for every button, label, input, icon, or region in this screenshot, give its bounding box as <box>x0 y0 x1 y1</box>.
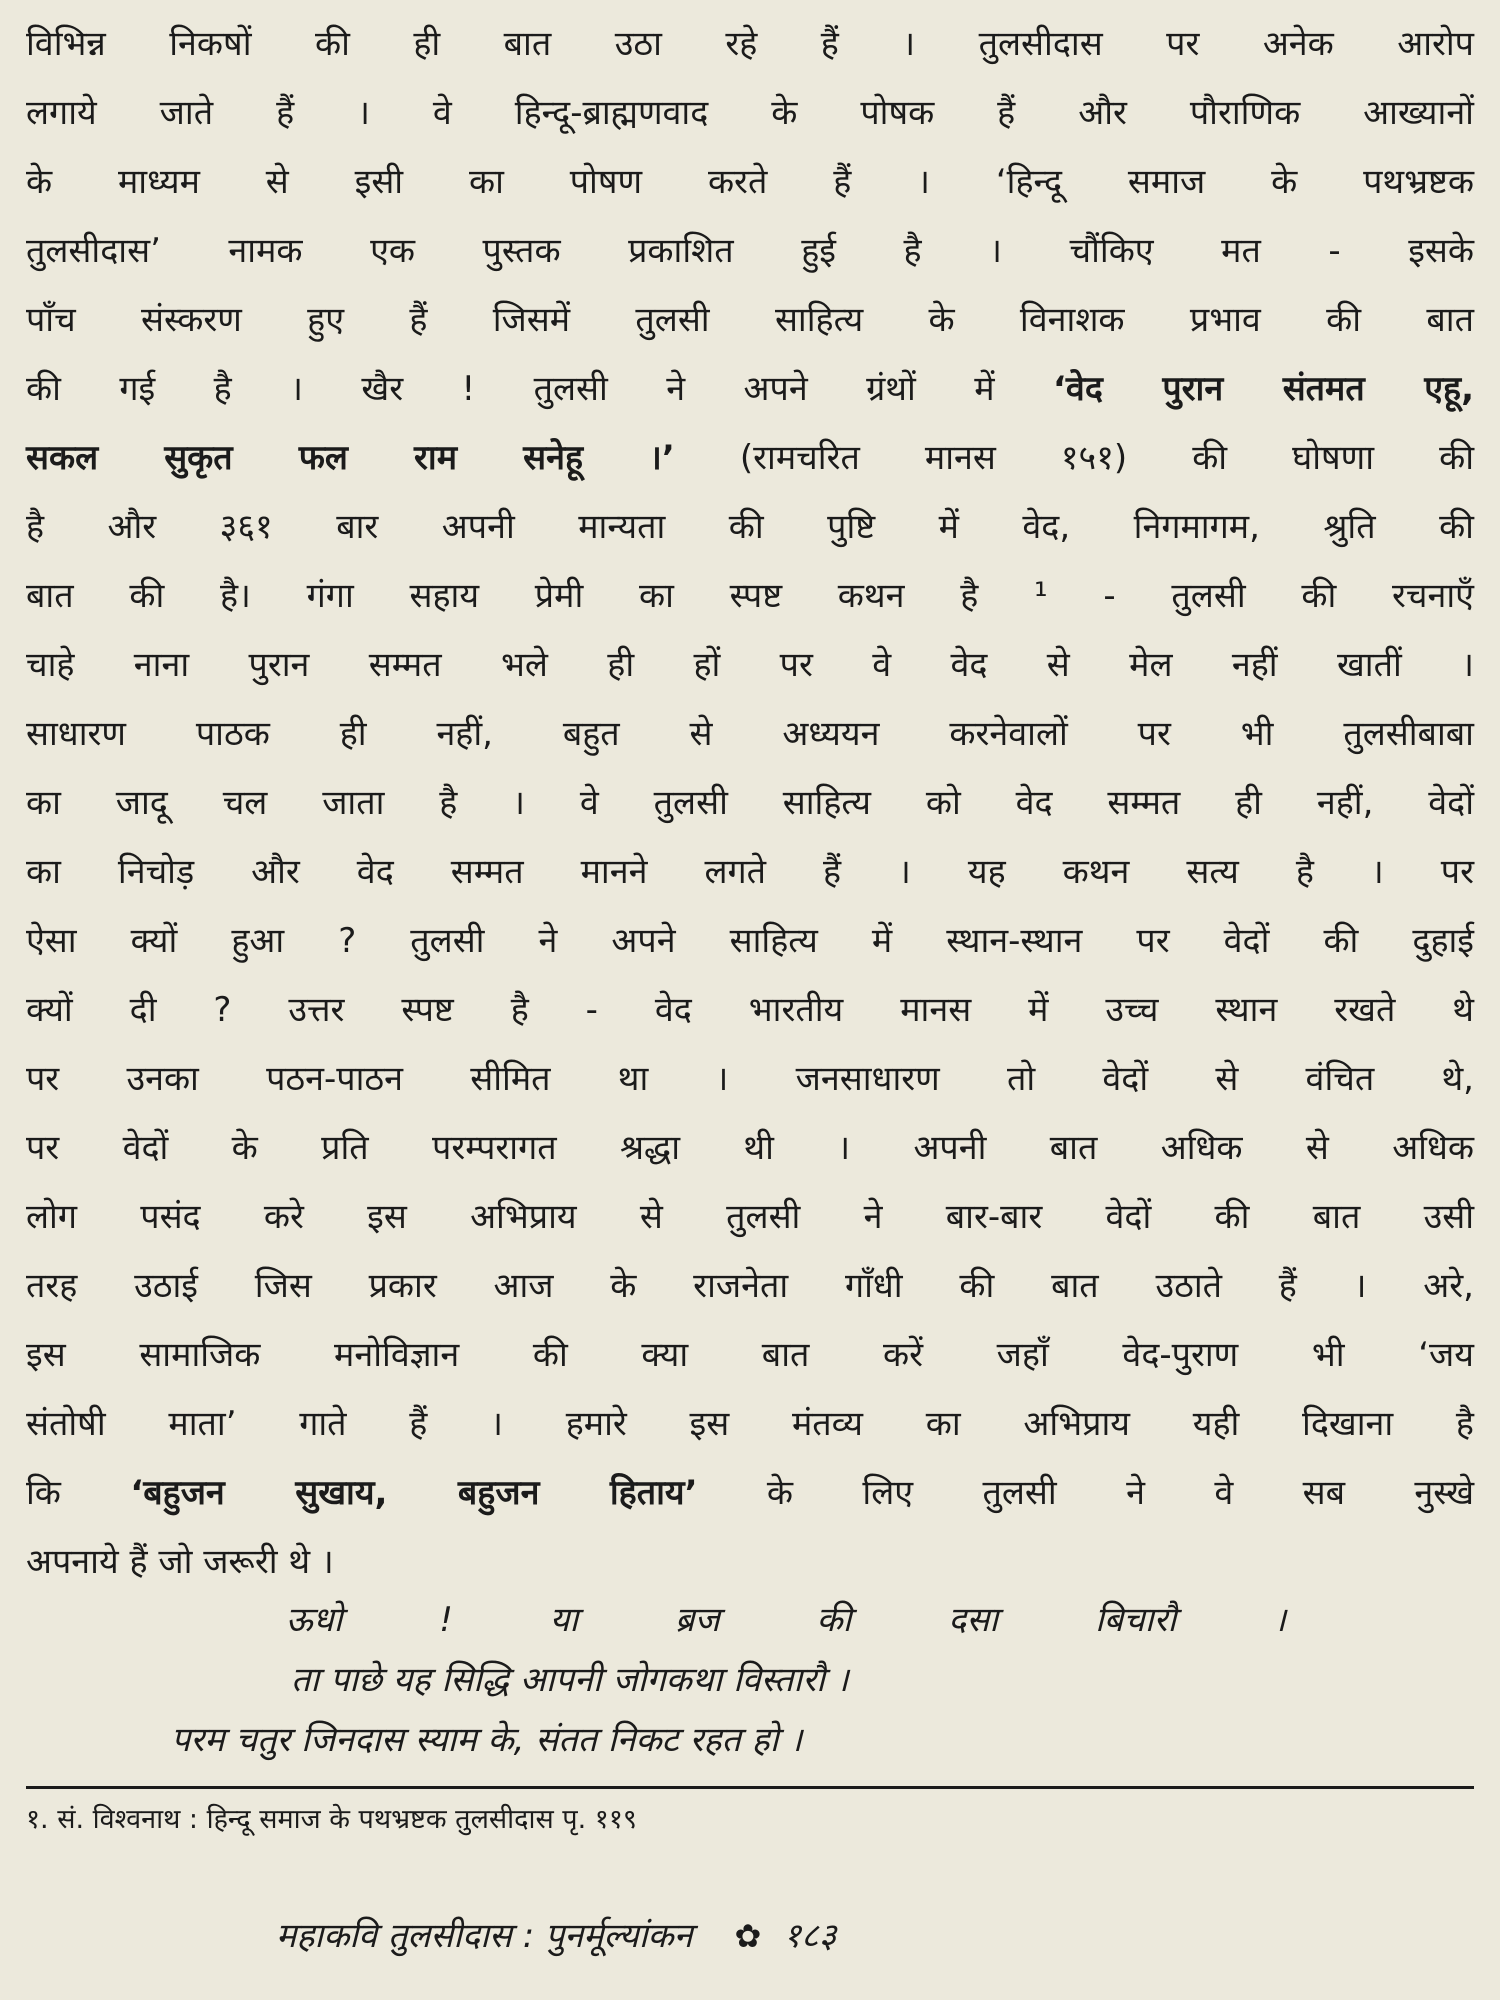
text-line <box>26 1459 1474 1528</box>
text-line <box>26 700 1474 769</box>
poem-line: परम चतुर जिनदास स्याम के, संतत निकट रहत हो । <box>171 1720 803 1760</box>
text-line <box>26 1114 1474 1183</box>
text-segment: साधारण पाठक ही नहीं, बहुत से अध्ययन करनेवालों पर भी तुलसीबाबा <box>26 714 1474 754</box>
text-segment: कि <box>26 1473 131 1513</box>
text-line <box>26 976 1474 1045</box>
text-segment: तुलसीदास’ नामक एक पुस्तक प्रकाशित हुई है । चौंकिए मत - इसके <box>26 231 1474 271</box>
text-line <box>26 631 1474 700</box>
book-page <box>26 0 1474 2000</box>
text-line <box>26 79 1474 148</box>
text-segment: का जादू चल जाता है । वे तुलसी साहित्य को वेद सम्मत ही नहीं, वेदों <box>26 783 1474 823</box>
text-line <box>26 1183 1474 1252</box>
text-line <box>26 286 1474 355</box>
text-segment: ऐसा क्यों हुआ ? तुलसी ने अपने साहित्य में स्थान-स्थान पर वेदों की दुहाई <box>26 921 1474 961</box>
text-line <box>26 355 1474 424</box>
quoted-verse: ‘वेद पुरान संतमत एहू, <box>1053 369 1474 409</box>
quoted-verse: सकल सुकृत फल राम सनेहू ।’ <box>26 438 675 478</box>
text-line <box>26 1045 1474 1114</box>
text-segment: पर वेदों के प्रति परम्परागत श्रद्धा थी । अपनी बात अधिक से अधिक <box>26 1128 1474 1168</box>
text-line <box>26 562 1474 631</box>
text-segment: विभिन्न निकषों की ही बात उठा रहे हैं । तुलसीदास पर अनेक आरोप <box>26 24 1474 64</box>
text-line <box>26 10 1474 79</box>
text-segment: है और ३६१ बार अपनी मान्यता की पुष्टि में वेद, निगमागम, श्रुति की <box>26 507 1474 547</box>
text-segment: के माध्यम से इसी का पोषण करते हैं । ‘हिन्दू समाज के पथभ्रष्टक <box>26 162 1474 202</box>
text-line <box>26 1390 1474 1459</box>
running-title: महाकवि तुलसीदास : पुनर्मूल्यांकन <box>276 1916 693 1956</box>
text-segment: अपनाये हैं जो जरूरी थे । <box>26 1542 334 1582</box>
page-footer <box>276 1912 836 1960</box>
text-segment: इस सामाजिक मनोविज्ञान की क्या बात करें जहाँ वेद-पुराण भी ‘जय <box>26 1335 1474 1375</box>
footnote: १. सं. विश्वनाथ : हिन्दू समाज के पथभ्रष्टक तुलसीदास पृ. ११९ <box>26 1804 637 1835</box>
poem-line: ता पाछे यह सिद्धि आपनी जोगकथा विस्तारौ । <box>291 1660 849 1700</box>
text-segment: पर उनका पठन-पाठन सीमित था । जनसाधारण तो वेदों से वंचित थे, <box>26 1059 1474 1099</box>
poem-line: ऊधो ! या ब्रज की दसा बिचारौ । <box>286 1600 1286 1640</box>
text-segment: पाँच संस्करण हुए हैं जिसमें तुलसी साहित्य के विनाशक प्रभाव की बात <box>26 300 1474 340</box>
body-paragraph <box>26 10 1474 1597</box>
text-line <box>26 424 1474 493</box>
quoted-verse: ‘बहुजन सुखाय, बहुजन हिताय’ <box>130 1473 698 1513</box>
text-line <box>26 1252 1474 1321</box>
text-segment: बात की है। गंगा सहाय प्रेमी का स्पष्ट कथन है ¹ - तुलसी की रचनाएँ <box>26 576 1474 616</box>
text-segment: लगाये जाते हैं । वे हिन्दू-ब्राह्मणवाद के पोषक हैं और पौराणिक आख्यानों <box>26 93 1474 133</box>
text-line <box>26 493 1474 562</box>
text-line <box>26 769 1474 838</box>
text-segment: का निचोड़ और वेद सम्मत मानने लगते हैं । यह कथन सत्य है । पर <box>26 852 1474 892</box>
text-segment: (रामचरित मानस १५१) की घोषणा की <box>674 438 1474 478</box>
text-segment: लोग पसंद करे इस अभिप्राय से तुलसी ने बार-बार वेदों की बात उसी <box>26 1197 1474 1237</box>
text-segment: संतोषी माता’ गाते हैं । हमारे इस मंतव्य का अभिप्राय यही दिखाना है <box>26 1404 1474 1444</box>
text-line <box>26 1528 1474 1597</box>
text-segment: की गई है । खैर ! तुलसी ने अपने ग्रंथों में <box>26 369 1054 409</box>
page-number: १८३ <box>783 1916 837 1956</box>
text-segment: के लिए तुलसी ने वे सब नुस्खे <box>697 1473 1475 1513</box>
text-line <box>26 217 1474 286</box>
text-line <box>26 1321 1474 1390</box>
poem-quote <box>26 1590 1474 1770</box>
text-line <box>26 838 1474 907</box>
text-line <box>26 148 1474 217</box>
footnote-divider <box>26 1786 1474 1789</box>
text-segment: क्यों दी ? उत्तर स्पष्ट है - वेद भारतीय मानस में उच्च स्थान रखते थे <box>26 990 1474 1030</box>
text-segment: चाहे नाना पुरान सम्मत भले ही हों पर वे वेद से मेल नहीं खातीं । <box>26 645 1474 685</box>
text-segment: तरह उठाई जिस प्रकार आज के राजनेता गाँधी की बात उठाते हैं । अरे, <box>26 1266 1474 1306</box>
text-line <box>26 907 1474 976</box>
flower-ornament-icon: ✿ <box>734 1917 762 1955</box>
